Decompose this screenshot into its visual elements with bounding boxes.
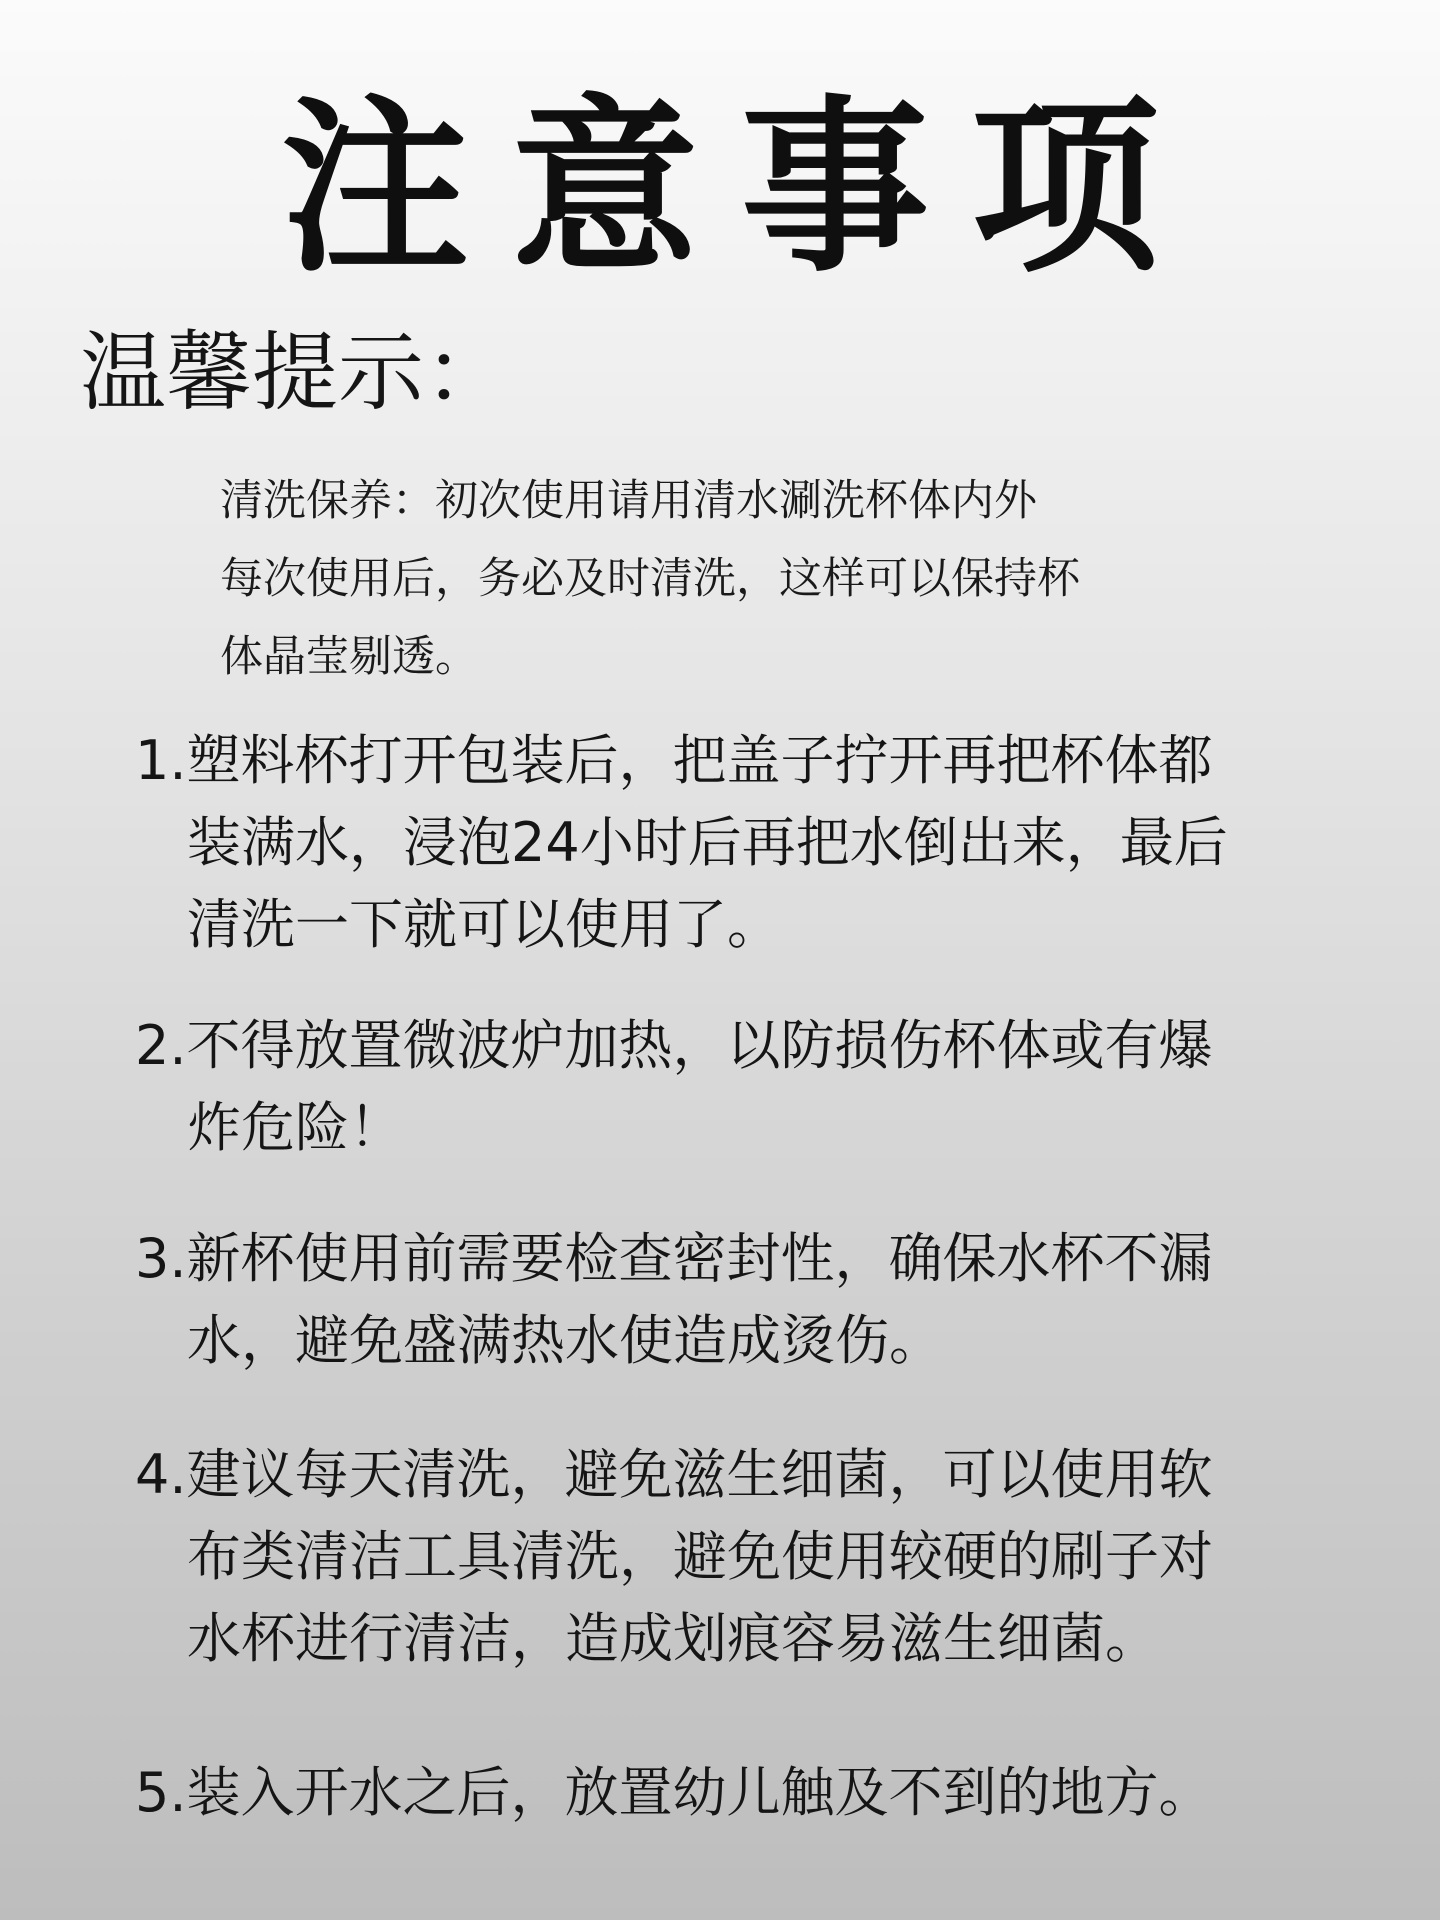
- note-line: 2.不得放置微波炉加热，以防损伤杯体或有爆: [135, 1014, 1213, 1077]
- note-line: 1.塑料杯打开包装后，把盖子拧开再把杯体都: [135, 729, 1213, 792]
- intro-line: 清洗保养：初次使用请用清水涮洗杯体内外: [220, 476, 1037, 526]
- note-item-2: [135, 1005, 1335, 1169]
- note-item-3: [135, 1218, 1335, 1382]
- note-item-4: [135, 1434, 1335, 1680]
- note-line: 水，避免盛满热水使造成烫伤。: [187, 1309, 943, 1372]
- page-title: 注意事项: [281, 79, 1201, 298]
- note-item-5: [135, 1752, 1335, 1834]
- note-line: 4.建议每天清洗，避免滋生细菌，可以使用软: [135, 1443, 1213, 1506]
- note-line: 3.新杯使用前需要检查密封性，确保水杯不漏: [135, 1227, 1213, 1290]
- note-item-1: [135, 720, 1335, 966]
- note-line: 清洗一下就可以使用了。: [187, 893, 781, 956]
- note-line: 装满水，浸泡24小时后再把水倒出来，最后: [187, 811, 1228, 874]
- note-line: 炸危险！: [187, 1096, 403, 1159]
- note-line: 5.装入开水之后，放置幼儿触及不到的地方。: [135, 1761, 1213, 1824]
- intro-line: 每次使用后，务必及时清洗，这样可以保持杯: [220, 554, 1080, 604]
- note-line: 布类清洁工具清洗，避免使用较硬的刷子对: [187, 1525, 1213, 1588]
- note-line: 水杯进行清洁，造成划痕容易滋生细菌。: [187, 1607, 1159, 1670]
- tips-heading: 温馨提示：: [80, 323, 510, 423]
- cleaning-intro: [220, 462, 1240, 696]
- intro-line: 体晶莹剔透。: [220, 632, 478, 682]
